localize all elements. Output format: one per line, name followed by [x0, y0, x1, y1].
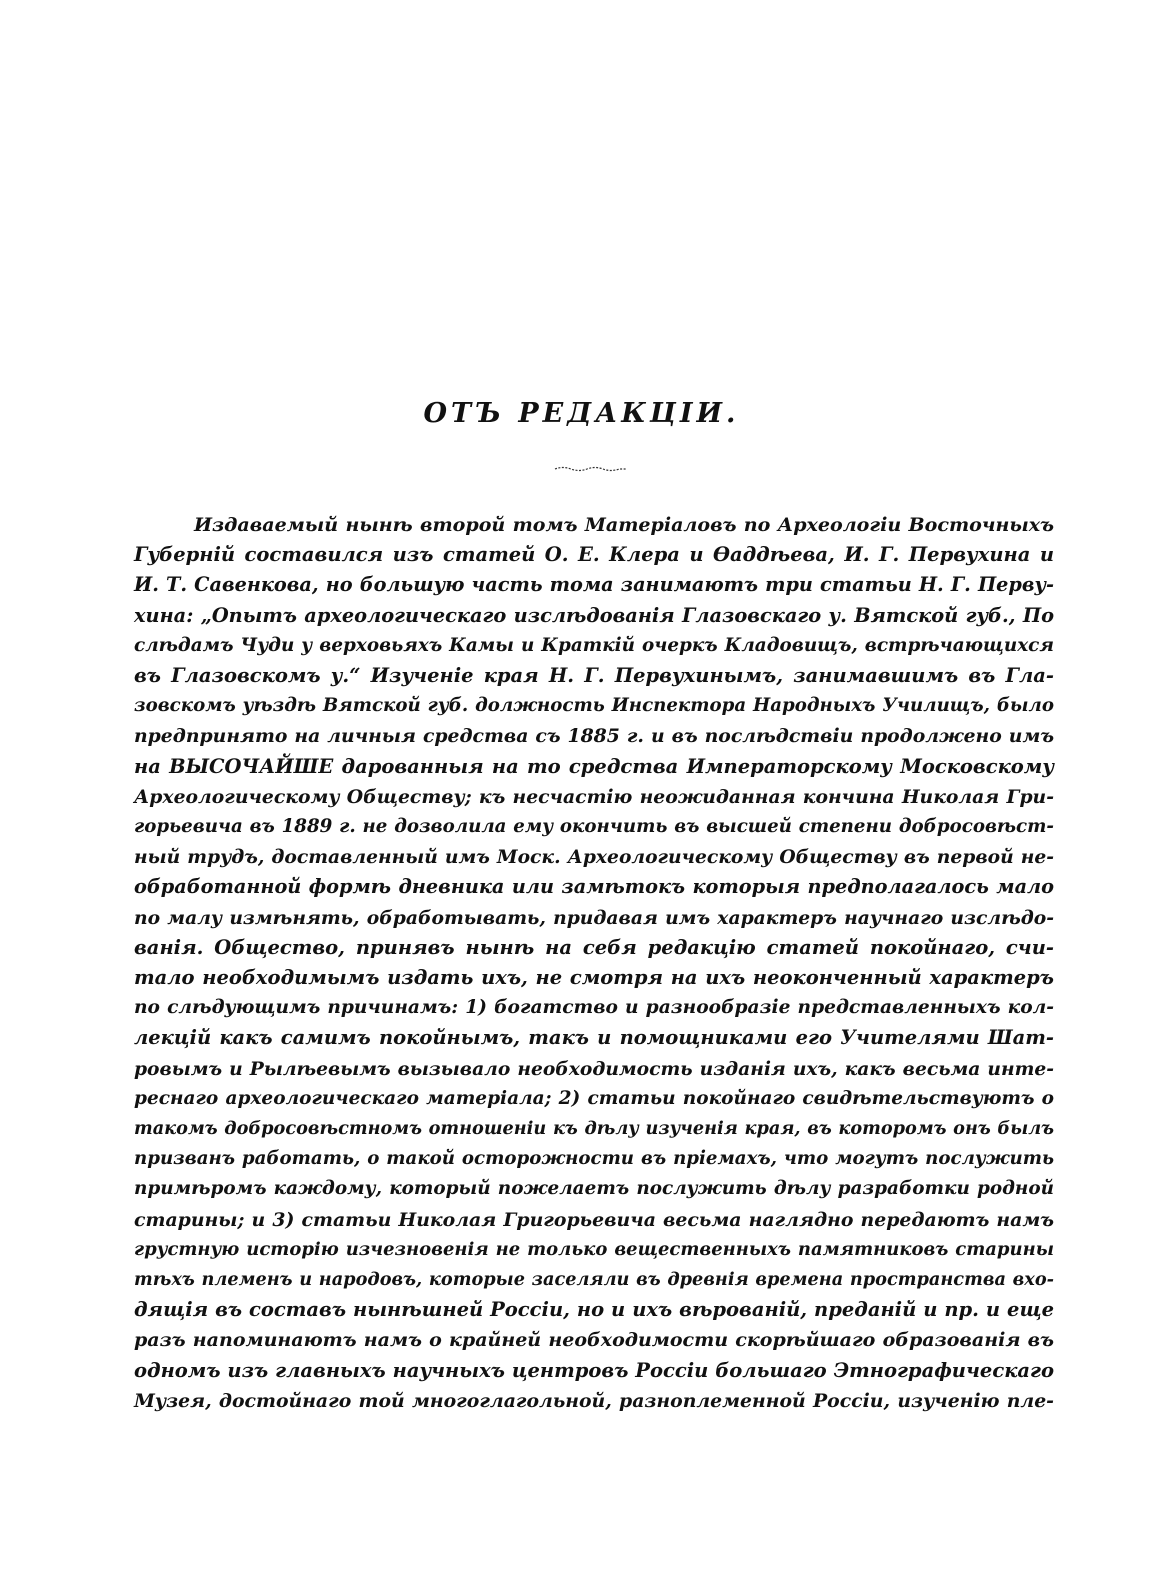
text-line: реснаго археологическаго матерiала; 2) статьи покойнаго свидѣтельствуютъ о [134, 1087, 1054, 1109]
page-title: ОТЪ РЕДАКЦIИ. [423, 398, 740, 429]
text-line: на ВЫСОЧАЙШЕ дарованныя на то средства Императорскому Московскому [134, 754, 1054, 778]
text-line: Археологическому Обществу; къ несчастiю неожиданная кончина Николая Гри- [134, 785, 1054, 808]
text-line: призванъ работать, о такой осторожности въ прiемахъ, что могутъ послужить [134, 1148, 1054, 1170]
text-line: И. Т. Савенкова, но большую часть тома занимаютъ три статьи Н. Г. Перву- [134, 573, 1054, 597]
text-line: такомъ добросовѣстномъ отношенiи къ дѣлу изученiя края, въ которомъ онъ былъ [134, 1118, 1054, 1140]
text-line: грустную исторiю изчезновенiя не только вещественныхъ памятниковъ старины [134, 1238, 1054, 1260]
body-paragraph [134, 510, 1054, 1416]
text-line: тало необходимымъ издать ихъ, не смотря на ихъ неоконченный характеръ [134, 966, 1054, 990]
text-line: Губернiй составился изъ статей О. Е. Клера и Ѳаддѣева, И. Г. Первухина и [134, 543, 1054, 567]
text-line: старины; и 3) статьи Николая Григорьевича весьма наглядно передаютъ намъ [134, 1208, 1054, 1231]
text-line: дящiя въ составъ нынѣшней Россiи, но и ихъ вѣрованiй, преданiй и пр. и еще [134, 1298, 1054, 1322]
text-line: одномъ изъ главныхъ научныхъ центровъ Россiи большаго Этнографическаго [134, 1358, 1054, 1382]
text-line: лекцiй какъ самимъ покойнымъ, такъ и помощниками его Учителями Шат- [134, 1026, 1054, 1050]
text-line: разъ напоминаютъ намъ о крайней необходимости скорѣйшаго образованiя въ [134, 1329, 1054, 1352]
text-line: ванiя. Общество, принявъ нынѣ на себя редакцiю статей покойнаго, счи- [134, 935, 1054, 959]
text-line: по малу измѣнять, обработывать, придавая имъ характеръ научнаго изслѣдо- [134, 906, 1054, 929]
text-line: по слѣдующимъ причинамъ: 1) богатство и разнообразiе представленныхъ кол- [134, 997, 1054, 1019]
text-line: ный трудъ, доставленный имъ Моск. Археологическому Обществу въ первой не- [134, 846, 1054, 869]
text-line: тѣхъ племенъ и народовъ, которые заселяли въ древнiя времена пространства вхо- [134, 1269, 1054, 1291]
text-line: зовскомъ уѣздѣ Вятской губ. должность Инспектора Народныхъ Училищъ, было [134, 695, 1054, 717]
ornament-divider [553, 464, 629, 472]
text-line: обработанной формѣ дневника или замѣтокъ которыя предполагалось мало [134, 875, 1054, 899]
text-line: ровымъ и Рылѣевымъ вызывало необходимость изданiя ихъ, какъ весьма инте- [134, 1057, 1054, 1080]
text-line: Музея, достойнаго той многоглагольной, разноплеменной Россiи, изученiю пле- [134, 1389, 1054, 1412]
text-line: хина: „Опытъ археологическаго изслѣдованiя Глазовскаго у. Вятской губ., По [134, 603, 1054, 627]
text-line: предпринято на личныя средства съ 1885 г. и въ послѣдствiи продолжено имъ [134, 725, 1054, 748]
text-line: примѣромъ каждому, который пожелаетъ послужить дѣлу разработки родной [134, 1178, 1054, 1200]
text-line: въ Глазовскомъ у.“ Изученiе края Н. Г. Первухинымъ, занимавшимъ въ Гла- [134, 664, 1054, 688]
text-line: Издаваемый нынѣ второй томъ Матерiаловъ по Археологiи Восточныхъ [194, 514, 1054, 536]
text-line: слѣдамъ Чуди у верховьяхъ Камы и Краткiй очеркъ Кладовищъ, встрѣчающихся [134, 634, 1054, 656]
text-line: горьевича въ 1889 г. не дозволила ему окончить въ высшей степени добросовѣст- [134, 816, 1054, 838]
